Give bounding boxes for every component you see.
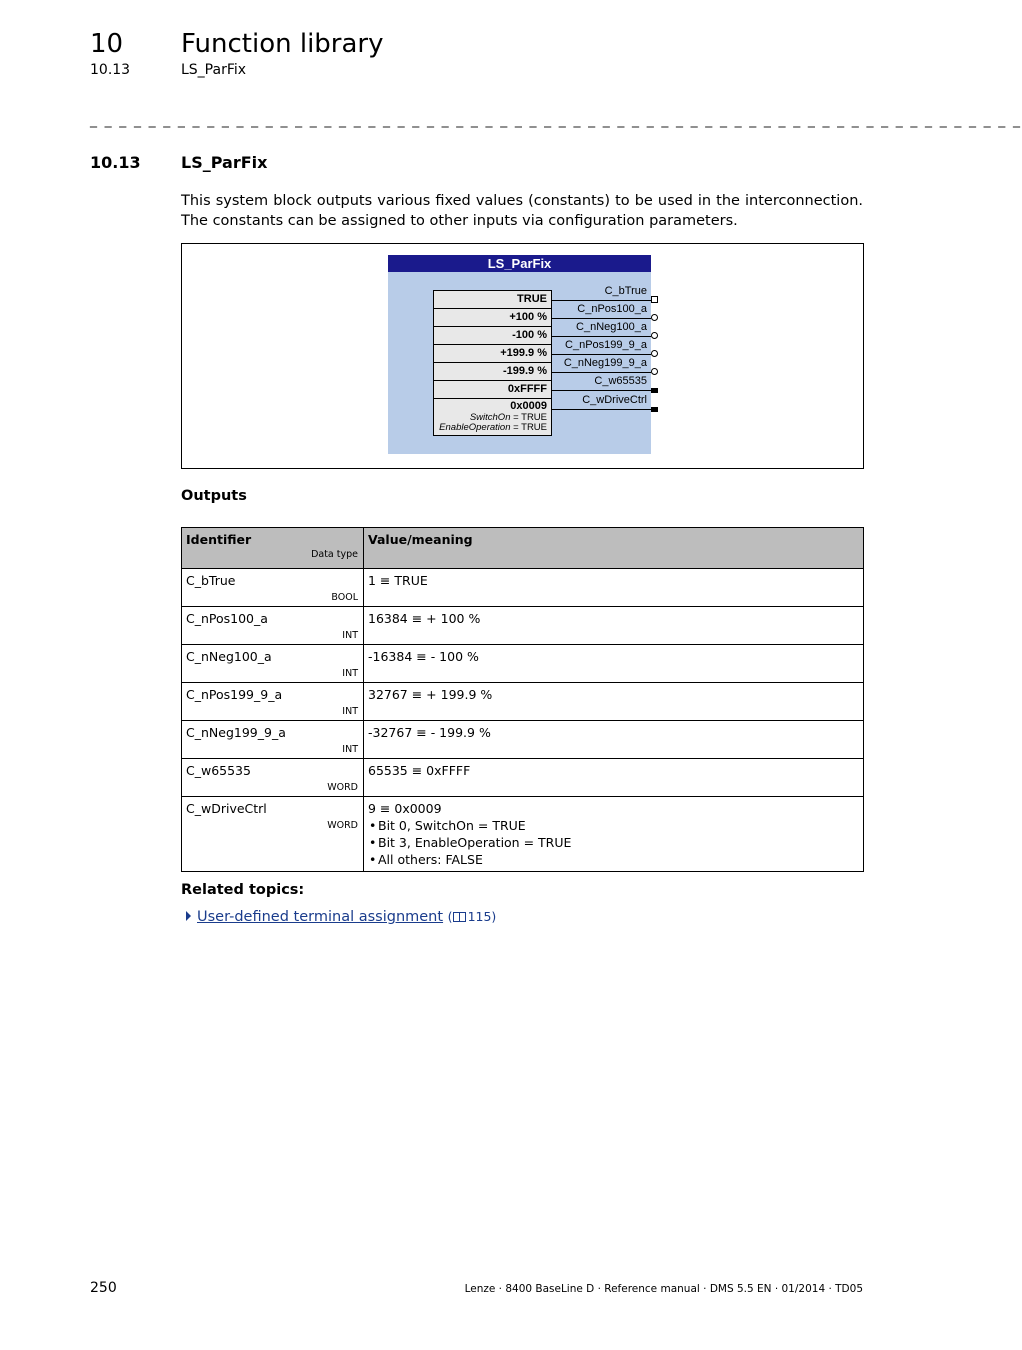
output-line bbox=[552, 409, 651, 410]
footer-text: Lenze · 8400 BaseLine D · Reference manual · DMS 5.5 EN · 01/2014 · TD05 bbox=[464, 1283, 863, 1295]
output-label: C_nNeg199_9_a bbox=[563, 357, 647, 369]
row-value: -32767 ≡ - 199.9 % bbox=[364, 721, 864, 759]
output-label: C_bTrue bbox=[604, 285, 647, 297]
row-data-type: INT bbox=[342, 744, 358, 755]
row-data-type: INT bbox=[342, 630, 358, 641]
row-data-type: INT bbox=[342, 706, 358, 717]
output-label: C_nPos199_9_a bbox=[565, 339, 647, 351]
row-identifier: C_wDriveCtrl bbox=[186, 801, 267, 816]
output-label: C_nNeg100_a bbox=[576, 321, 647, 333]
row-identifier: C_nNeg100_a bbox=[186, 649, 272, 664]
constant-box: 0xFFFF bbox=[433, 380, 552, 399]
row-data-type: WORD bbox=[327, 820, 358, 831]
book-icon bbox=[453, 912, 466, 922]
output-line bbox=[552, 336, 651, 337]
table-row bbox=[182, 645, 864, 683]
constant-box: +199.9 % bbox=[433, 344, 552, 363]
bit-list bbox=[368, 817, 858, 868]
header-separator: _ _ _ _ _ _ _ _ _ _ _ _ _ _ _ _ _ _ _ _ _ _ _ _ _ _ _ _ _ _ _ _ _ _ _ _ _ _ _ _ _ _ _ _ _ _ _ _ _ _ _ _ _ _ _ _ _ _ _ _ _ _ _ _ bbox=[90, 112, 1022, 128]
word-output-filled-icon bbox=[651, 388, 658, 393]
row-value: 1 ≡ TRUE bbox=[364, 569, 864, 607]
function-block-figure bbox=[181, 243, 864, 469]
row-value: 32767 ≡ + 199.9 % bbox=[364, 683, 864, 721]
table-header-row bbox=[182, 528, 864, 569]
section-title: LS_ParFix bbox=[181, 153, 268, 172]
analog-output-circle-icon bbox=[651, 368, 658, 375]
table-row bbox=[182, 607, 864, 645]
row-identifier: C_nPos199_9_a bbox=[186, 687, 283, 702]
header-value: Value/meaning bbox=[364, 528, 864, 569]
analog-output-circle-icon bbox=[651, 314, 658, 321]
chapter-title: Function library bbox=[181, 29, 384, 59]
table-row bbox=[182, 721, 864, 759]
page-number: 250 bbox=[90, 1280, 117, 1296]
row-value: 16384 ≡ + 100 % bbox=[364, 607, 864, 645]
analog-output-circle-icon bbox=[651, 332, 658, 339]
outputs-table bbox=[181, 527, 864, 872]
table-row bbox=[182, 569, 864, 607]
row-identifier: C_nPos100_a bbox=[186, 611, 268, 626]
row-data-type: BOOL bbox=[331, 592, 358, 603]
row-identifier: C_w65535 bbox=[186, 763, 251, 778]
arrow-right-icon bbox=[186, 911, 191, 921]
header-identifier: Identifier Data type bbox=[182, 528, 364, 569]
related-link-text[interactable]: User-defined terminal assignment bbox=[197, 909, 444, 925]
table-row bbox=[182, 683, 864, 721]
constant-sub-line: SwitchOn = TRUE bbox=[469, 412, 547, 423]
list-item: • Bit 0, SwitchOn = TRUE bbox=[368, 817, 858, 834]
constant-sub-line: EnableOperation = TRUE bbox=[439, 422, 547, 433]
constant-box: TRUE bbox=[433, 290, 552, 309]
output-label: C_wDriveCtrl bbox=[582, 394, 647, 406]
page-reference[interactable]: ( 115) bbox=[447, 909, 497, 924]
intro-paragraph: This system block outputs various fixed values (constants) to be used in the interconnection. The constants can be assigned to other inputs via configuration parameters. bbox=[181, 193, 863, 229]
row-identifier: C_bTrue bbox=[186, 573, 236, 588]
list-item: • Bit 3, EnableOperation = TRUE bbox=[368, 834, 858, 851]
output-label: C_nPos100_a bbox=[577, 303, 647, 315]
output-line bbox=[552, 390, 651, 391]
header-section-number: 10.13 bbox=[90, 62, 131, 78]
section-number: 10.13 bbox=[90, 153, 141, 172]
output-line bbox=[552, 372, 651, 373]
word-output-filled-icon bbox=[651, 407, 658, 412]
chapter-number: 10 bbox=[90, 29, 124, 59]
row-value: -16384 ≡ - 100 % bbox=[364, 645, 864, 683]
constant-box: +100 % bbox=[433, 308, 552, 327]
outputs-heading: Outputs bbox=[181, 488, 247, 504]
function-block bbox=[388, 255, 651, 454]
row-value: 9 ≡ 0x0009 bbox=[368, 801, 442, 816]
row-data-type: INT bbox=[342, 668, 358, 679]
table-row bbox=[182, 797, 864, 872]
related-topics-heading: Related topics: bbox=[181, 882, 305, 898]
row-value: 65535 ≡ 0xFFFF bbox=[364, 759, 864, 797]
output-line bbox=[552, 300, 651, 301]
output-label: C_w65535 bbox=[594, 375, 647, 387]
constant-label: 0x0009 bbox=[510, 400, 547, 412]
analog-output-circle-icon bbox=[651, 350, 658, 357]
header-section-title: LS_ParFix bbox=[181, 62, 247, 78]
output-line bbox=[552, 354, 651, 355]
constant-box: -100 % bbox=[433, 326, 552, 345]
table-row bbox=[182, 759, 864, 797]
function-block-title: LS_ParFix bbox=[388, 255, 651, 272]
bool-output-square-icon bbox=[651, 296, 658, 303]
output-line bbox=[552, 318, 651, 319]
related-link[interactable] bbox=[186, 909, 496, 925]
row-data-type: WORD bbox=[327, 782, 358, 793]
list-item: • All others: FALSE bbox=[368, 851, 858, 868]
constant-box: -199.9 % bbox=[433, 362, 552, 381]
constant-box-drivectrl bbox=[433, 398, 552, 436]
row-identifier: C_nNeg199_9_a bbox=[186, 725, 286, 740]
header-data-type: Data type bbox=[311, 549, 358, 560]
